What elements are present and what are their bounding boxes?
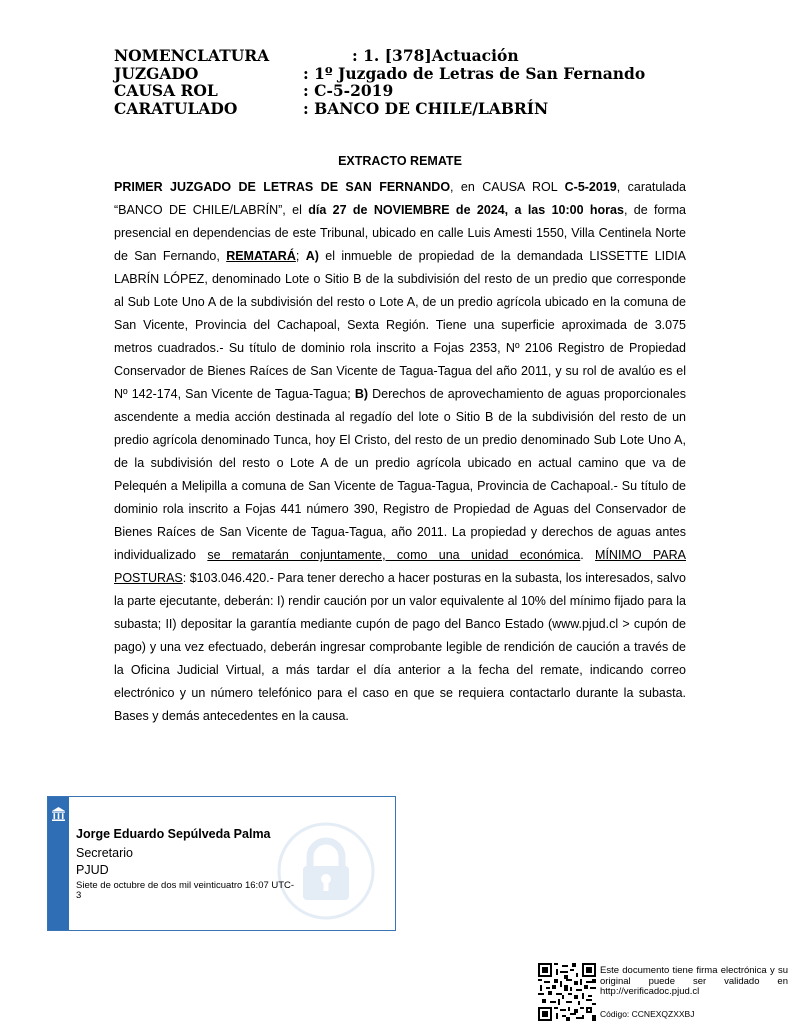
signer-name: Jorge Eduardo Sepúlveda Palma <box>76 827 271 841</box>
causa-rol-label: CAUSA ROL <box>114 81 218 100</box>
body-text-3: , de forma presencial en dependencias de este Tribunal, ubicado en calle Luis Amesti 1550, Villa Centinela Norte de San Fernando, <box>114 203 686 263</box>
verification-notice: Este documento tiene firma electrónica y su original puede ser validado en http://verificadoc.pjud.cl <box>600 965 788 997</box>
rematara-word: REMATARÁ <box>226 249 296 263</box>
auction-date: día 27 de NOVIEMBRE de 2024, a las 10:00 horas <box>308 203 624 217</box>
body-text-4: ; <box>295 249 306 263</box>
causa-rol-value: : C-5-2019 <box>303 81 394 100</box>
caratulado-value: : BANCO DE CHILE/LABRÍN <box>303 98 549 118</box>
item-b-marker: B) <box>354 387 369 401</box>
electronic-signature-box <box>47 796 396 931</box>
case-rol: C-5-2019 <box>564 180 617 194</box>
signature-side-bar <box>48 797 69 930</box>
juzgado-value: : 1º Juzgado de Letras de San Fernando <box>303 63 646 83</box>
body-text-2: , caratulada “BANCO DE CHILE/LABRÍN”, el <box>114 180 686 217</box>
courthouse-icon <box>51 806 66 822</box>
lock-watermark-icon <box>276 821 376 921</box>
qr-code-icon <box>538 963 596 1021</box>
item-a-marker: A) <box>305 249 319 263</box>
extract-body <box>114 176 686 728</box>
nomenclatura-value: : 1. [378]Actuación <box>352 46 519 65</box>
signer-organization: PJUD <box>76 863 109 877</box>
body-text-5: el inmueble de propiedad de la demandada LISSETTE LIDIA LABRÍN LÓPEZ, denominado Lote o Sitio B de la subdivisión del resto de un predio que corresponde al Sub Lote Uno A de la subdivisión del resto o Lote A, de un predio agrícola ubicado en la comuna de San Vicente, Provincia del Cachapoal, Sexta Región. Tiene una superficie aproximada de 3.075 metros cuadrados.- Su título de dominio rola inscrito a Fojas 2353, Nº 2106 Registro de Propiedad Conservador de Bienes Raíces de San Vicente de Tagua-Tagua del año 2011, y su rol de avalúo es el Nº 142-174, San Vicente de Tagua-Tagua; <box>114 249 686 401</box>
body-text-8: : $103.046.420.- Para tener derecho a hacer posturas en la subasta, los interesados, salvo la parte ejecutante, deberán: I) rendir caución por un valor equivalente al 10% del mínimo fijado para la subasta; II) depositar la garantía mediante cupón de pago del Banco Estado (www.pjud.cl > cupón de pago) y una vez efectuado, deberán ingresar comprobante legible de rendición de caución a través de la Oficina Judicial Virtual, a más tardar el día anterior a la fecha del remate, indicando correo electrónico y un número telefónico para el caso en que se requiera contactarlo durante la subasta. Bases y demás antecedentes en la causa. <box>114 571 686 723</box>
nomenclatura-label: NOMENCLATURA <box>114 46 270 65</box>
caratulado-label: CARATULADO <box>114 98 238 118</box>
verification-code: Código: CCNEXQZXXBJ <box>600 1009 695 1019</box>
minimum-bid-label: MÍNIMO PARA POSTURAS <box>114 548 686 585</box>
body-text-7: . <box>580 548 596 562</box>
body-text-1: , en CAUSA ROL <box>450 180 565 194</box>
signature-timestamp: Siete de octubre de dos mil veinticuatro 16:07 UTC-3 <box>76 880 295 901</box>
court-name: PRIMER JUZGADO DE LETRAS DE SAN FERNANDO <box>114 180 451 194</box>
signer-role: Secretario <box>76 846 133 860</box>
body-text-6: Derechos de aprovechamiento de aguas proporcionales ascendente a media acción destinada al regadío del lote o Sitio B de la subdivisión del resto de un predio agrícola denominado Tunca, hoy El Cristo, del resto de un predio denominado Sub Lote Uno A, de la subdivisión del resto o Lote A de un predio agrícola ubicado en actual camino que va de Pelequén a Melipilla a comuna de San Vicente de Tagua-Tagua, Provincia de Cachapoal.- Su título de dominio rola inscrito a Fojas 441 número 390, Registro de Propiedad de Aguas del Conservador de Bienes Raíces de San Vicente de Tagua-Tagua, año 2011. La propiedad y derechos de aguas antes individualizado <box>114 387 686 562</box>
juzgado-label: JUZGADO <box>114 63 199 83</box>
document-title: EXTRACTO REMATE <box>338 154 462 168</box>
joint-auction-clause: se rematarán conjuntamente, como una unidad económica <box>207 548 581 562</box>
verification-block <box>538 963 790 1023</box>
